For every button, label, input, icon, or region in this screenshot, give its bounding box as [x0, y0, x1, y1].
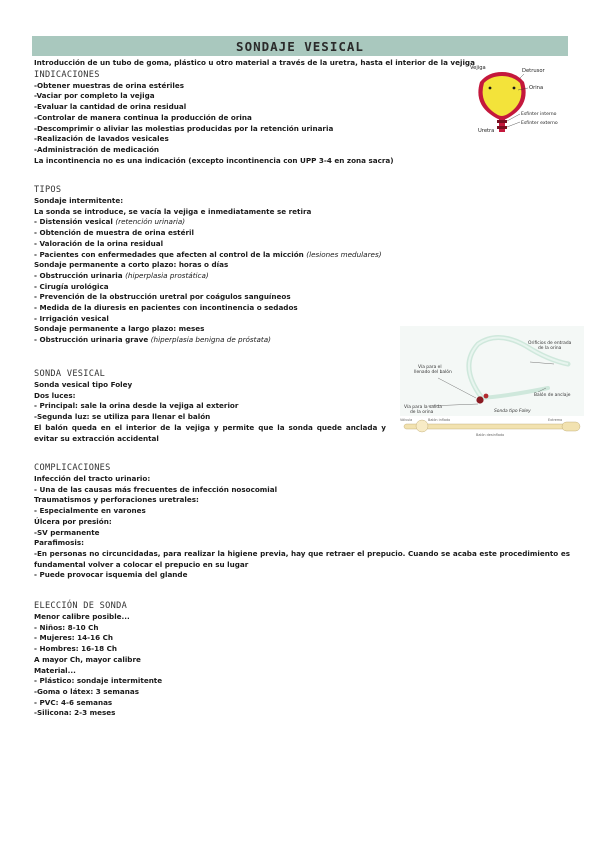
- list-item: - Pacientes con enfermedades que afecten al control de la micción (lesiones medulares): [34, 249, 382, 259]
- infeccion-title: Infección del tracto urinario:: [34, 474, 151, 483]
- foley-catheter-diagram: [398, 326, 586, 438]
- indicaciones-note: La incontinencia no es una indicación (excepto incontinencia con UPP 3-4 en zona sacra): [34, 155, 394, 165]
- catheter-valve: [476, 396, 483, 403]
- title-banner: [32, 36, 568, 56]
- catheter-valve-highlight: [484, 394, 489, 399]
- label-uretra: Uretra: [478, 128, 495, 134]
- label-detrusor: Detrusor: [522, 68, 545, 74]
- label-esfinter-externo: Esfínter externo: [521, 121, 558, 126]
- calibre-title: Menor calibre posible...: [34, 612, 130, 621]
- list-item: - Medida de la diuresis en pacientes con incontinencia o sedados: [34, 303, 298, 313]
- schematic-tip: [562, 422, 580, 431]
- label-balon: Balón de anclaje: [534, 393, 571, 398]
- intro-section: [34, 58, 475, 166]
- ureter-left: [489, 87, 492, 90]
- sonda-vesical-heading: SONDA VESICAL: [34, 369, 106, 379]
- list-item: - PVC: 4-6 semanas: [34, 697, 113, 707]
- tipos-section: [34, 184, 454, 346]
- list-item: - Especialmente en varones: [34, 506, 146, 516]
- bladder-diagram: [460, 60, 572, 136]
- sonda-type: Sonda vesical tipo Foley: [34, 380, 133, 389]
- intermitente-title: Sondaje intermitente:: [34, 196, 124, 205]
- largo-title: Sondaje permanente a largo plazo: meses: [34, 324, 205, 334]
- sphincter-external: [497, 126, 507, 129]
- intro-text: Introducción de un tubo de goma, plástico u otro material a través de la uretra, hasta el interior de la vejiga: [34, 58, 475, 67]
- parafimosis-title: Parafimosis:: [34, 538, 84, 548]
- list-item: -Vaciar por completo la vejiga: [34, 91, 155, 101]
- list-item: - Principal: sale la orina desde la vejiga al exterior: [34, 401, 239, 411]
- tipos-heading: TIPOS: [34, 185, 62, 195]
- list-item: -Administración de medicación: [34, 144, 159, 154]
- list-item: - Mujeres: 14-16 Ch: [34, 633, 114, 643]
- list-item: -Descomprimir o aliviar las molestias producidas por la retención urinaria: [34, 123, 334, 133]
- indicaciones-heading: INDICACIONES: [34, 69, 100, 80]
- eleccion-heading: ELECCIÓN DE SONDA: [34, 601, 128, 611]
- balon-desc: El balón queda en el interior de la vejiga y permite que la sonda quede anclada y evitar su extracción accidental: [34, 422, 386, 443]
- list-item: - Obstrucción urinaria grave (hiperplasia benigna de próstata): [34, 335, 271, 345]
- list-item: -Controlar de manera continua la producción de orina: [34, 112, 252, 122]
- complicaciones-heading: COMPLICACIONES: [34, 463, 111, 473]
- label-esfinter-interno: Esfínter interno: [521, 112, 557, 117]
- sonda-vesical-section: [34, 368, 386, 444]
- list-item: -Segunda luz: se utiliza para llenar el balón: [34, 412, 211, 422]
- list-item: -En personas no circuncidadas, para realizar la higiene previa, hay que retraer el prepucio. Cuando se acaba este procedimiento es fundamental volver a colocar el prepucio en su lugar: [34, 548, 570, 569]
- trauma-title: Traumatismos y perforaciones uretrales:: [34, 495, 199, 505]
- eleccion-section: [34, 600, 454, 719]
- luces-title: Dos luces:: [34, 390, 76, 400]
- complicaciones-section: [34, 462, 570, 581]
- label-orificios: Orificios de entrada de la orina: [528, 341, 572, 351]
- list-item: - Cirugía urológica: [34, 281, 109, 291]
- label-salida: Vía para la salida de la orina: [404, 405, 442, 415]
- leader-line: [520, 74, 524, 78]
- schematic-label: Balón desinflado: [476, 433, 505, 437]
- list-item: - Hombres: 16-18 Ch: [34, 644, 118, 654]
- leader-line: [507, 122, 520, 127]
- calibre-note: A mayor Ch, mayor calibre: [34, 654, 141, 664]
- ureter-right: [513, 87, 516, 90]
- schematic-label: Balón inflado: [428, 418, 451, 422]
- label-inflado: Vía para el llenado del balón: [414, 365, 452, 375]
- list-item: - Prevención de la obstrucción uretral por coágulos sanguíneos: [34, 292, 291, 302]
- intermitente-desc: La sonda se introduce, se vacía la vejiga e inmediatamente se retira: [34, 206, 312, 216]
- schematic-balloon: [416, 420, 428, 432]
- list-item: -Obtener muestras de orina estériles: [34, 80, 184, 90]
- sphincter-internal: [497, 120, 507, 123]
- label-sonda: Sonda tipo Foley: [494, 409, 531, 414]
- schematic-label: Extremo: [548, 418, 563, 422]
- list-item: - Valoración de la orina residual: [34, 238, 164, 248]
- list-item: -SV permanente: [34, 527, 100, 537]
- schematic-tube: [404, 424, 574, 429]
- list-item: -Evaluar la cantidad de orina residual: [34, 102, 187, 112]
- corto-title: Sondaje permanente a corto plazo: horas o días: [34, 260, 229, 270]
- label-vejiga: Vejiga: [470, 65, 486, 71]
- list-item: -Goma o látex: 3 semanas: [34, 686, 139, 696]
- list-item: - Obtención de muestra de orina estéril: [34, 228, 194, 238]
- list-item: - Una de las causas más frecuentes de infección nosocomial: [34, 484, 278, 494]
- list-item: - Irrigación vesical: [34, 313, 109, 323]
- list-item: - Distensión vesical (retención urinaria): [34, 217, 186, 227]
- material-title: Material...: [34, 665, 76, 675]
- list-item: -Realización de lavados vesicales: [34, 134, 169, 144]
- list-item: - Plástico: sondaje intermitente: [34, 676, 163, 686]
- list-item: - Obstrucción urinaria (hiperplasia prostática): [34, 270, 209, 280]
- schematic-label: Válvula: [400, 418, 413, 422]
- list-item: - Puede provocar isquemia del glande: [34, 570, 188, 580]
- list-item: -Silicona: 2-3 meses: [34, 708, 116, 718]
- list-item: - Niños: 8-10 Ch: [34, 622, 99, 632]
- ulcera-title: Úlcera por presión:: [34, 516, 112, 526]
- page-title: SONDAJE VESICAL: [236, 38, 364, 54]
- label-orina: Orina: [529, 85, 544, 91]
